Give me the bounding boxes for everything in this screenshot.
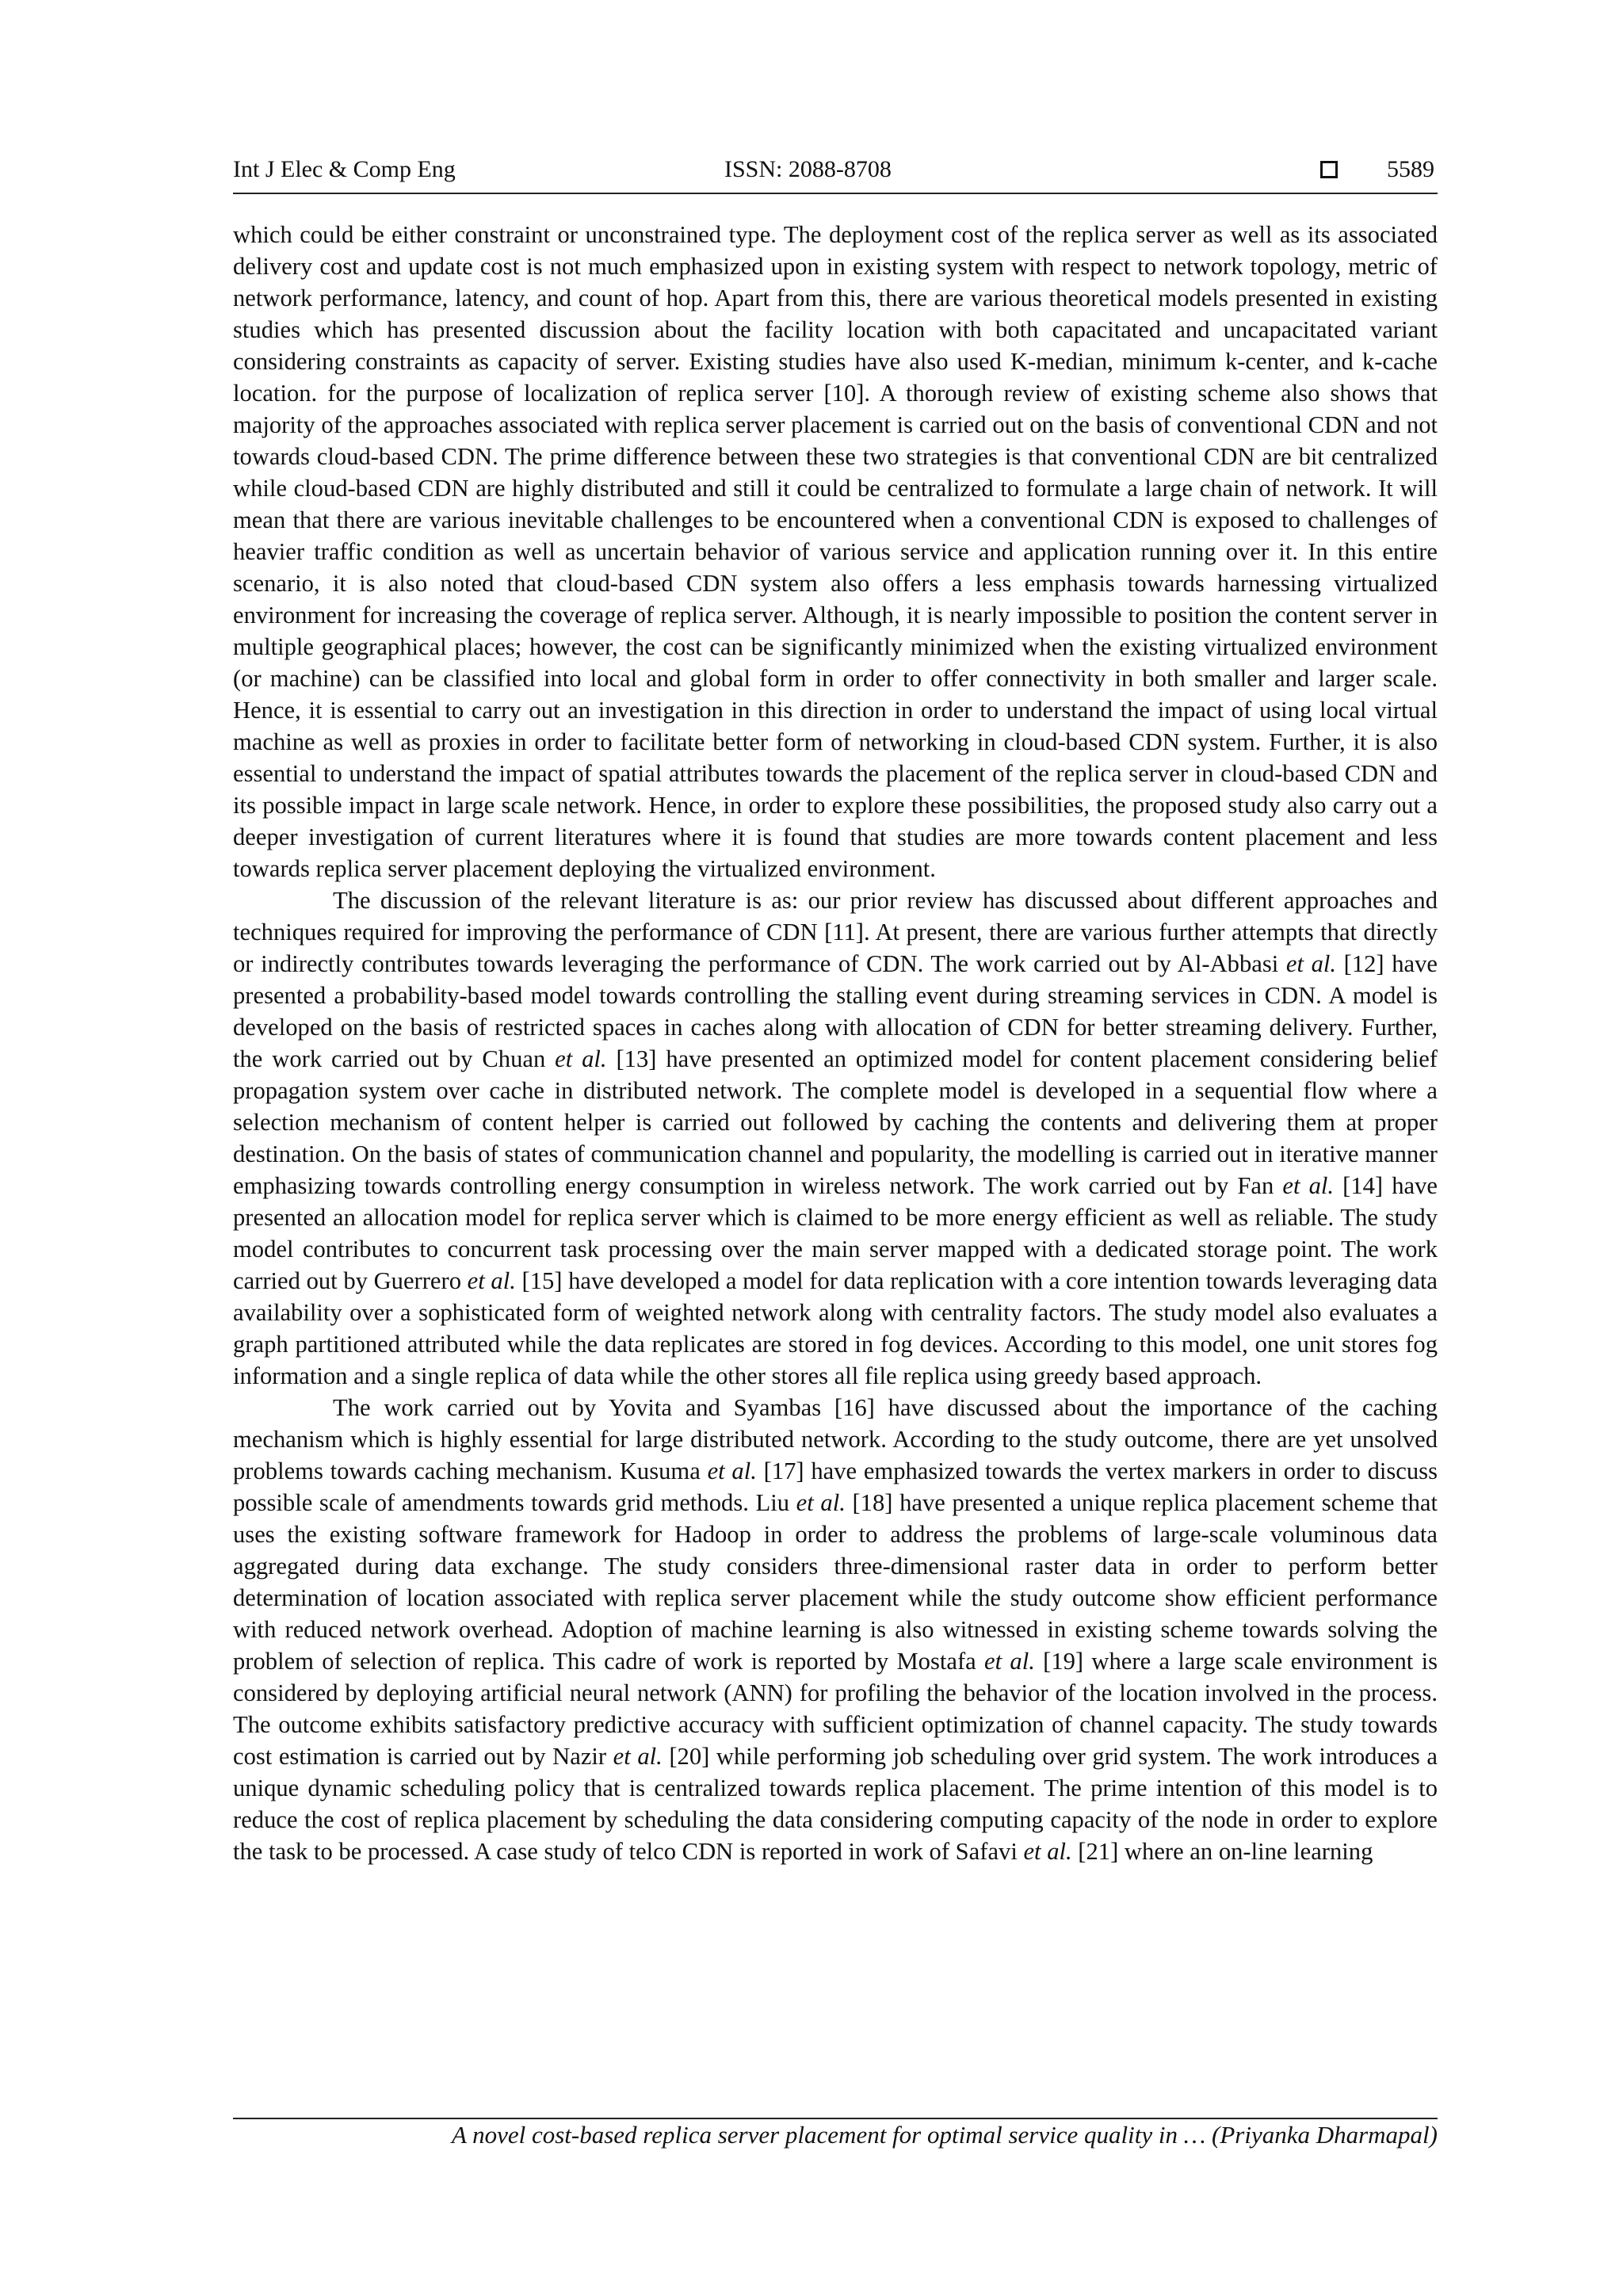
- journal-name: Int J Elec & Comp Eng: [233, 156, 456, 182]
- paragraph-text: The discussion of the relevant literature is as: our prior review has discussed about different approaches and techniques required for improving the performance of CDN [11]. At present, there are various further attempts that directly or indirectly contributes towards leveraging the performance of CDN. The work carried out by Al-Abbasi: [233, 887, 1438, 977]
- page-header: [233, 155, 1438, 194]
- issn: ISSN: 2088-8708: [724, 156, 892, 182]
- paragraph-text: which could be either constraint or unconstrained type. The deployment cost of the replica server as well as its associated delivery cost and update cost is not much emphasized upon in existing system with respect to network topology, metric of network performance, latency, and count of hop. Apart from this, there are various theoretical models presented in existing studies which has presented discussion about the facility location with both capacitated and uncapacitated variant considering constraints as capacity of server. Existing studies have also used K-median, minimum k-center, and k-cache location. for the purpose of localization of replica server [10]. A thorough review of existing scheme also shows that majority of the approaches associated with replica server placement is carried out on the basis of conventional CDN and not towards cloud-based CDN. The prime difference between these two strategies is that conventional CDN are bit centralized while cloud-based CDN are highly distributed and still it could be centralized to formulate a large chain of network. It will mean that there are various inevitable challenges to be encountered when a conventional CDN is exposed to challenges of heavier traffic condition as well as uncertain behavior of various service and application running over it. In this entire scenario, it is also noted that cloud-based CDN system also offers a less emphasis towards harnessing virtualized environment for increasing the coverage of replica server. Although, it is nearly impossible to position the content server in multiple geographical places; however, the cost can be significantly minimized when the existing virtualized environment (or machine) can be classified into local and global form in order to offer connectivity in both smaller and larger scale. Hence, it is essential to carry out an investigation in this direction in order to understand the impact of using local virtual machine as well as proxies in order to facilitate better form of networking in cloud-based CDN system. Further, it is also essential to understand the impact of spatial attributes towards the placement of the replica server in cloud-based CDN and its possible impact in large scale network. Hence, in order to explore these possibilities, the proposed study also carry out a deeper investigation of current literatures where it is found that studies are more towards content placement and less towards replica server placement deploying the virtualized environment.: [233, 221, 1438, 882]
- italic-text: et al.: [467, 1267, 516, 1294]
- paragraph-text: [12] have presented a probability-based model towards controlling the stalling event during streaming services in CDN. A model is developed on the basis of restricted spaces in caches along with allocation of CDN for better streaming delivery. Further, the work carried out by Chuan: [233, 950, 1438, 1072]
- paragraph-text: [20] while performing job scheduling over grid system. The work introduces a unique dynamic scheduling policy that is centralized towards replica placement. The prime intention of this model is to reduce the cost of replica placement by scheduling the data considering computing capacity of the node in order to explore the task to be processed. A case study of telco CDN is reported in work of Safavi: [233, 1743, 1438, 1865]
- body-text: [233, 219, 1438, 1867]
- paragraph-text: The work carried out by Yovita and Syambas [16] have discussed about the importance of the caching mechanism which is highly essential for large distributed network. According to the study outcome, there are yet unsolved problems towards caching mechanism. Kusuma: [233, 1394, 1438, 1484]
- paragraph-text: [19] where a large scale environment is considered by deploying artificial neural network (ANN) for profiling the behavior of the location involved in the process. The outcome exhibits satisfactory predictive accuracy with sufficient optimization of channel capacity. The study towards cost estimation is carried out by Nazir: [233, 1648, 1438, 1770]
- paragraph-text: [14] have presented an allocation model for replica server which is claimed to be more energy efficient as well as reliable. The study model contributes to concurrent task processing over the main server mapped with a dedicated storage point. The work carried out by Guerrero: [233, 1172, 1438, 1294]
- paragraph-text: [21] where an on-line learning: [1071, 1838, 1373, 1865]
- italic-text: et al.: [796, 1489, 846, 1516]
- paragraph: [233, 884, 1438, 1392]
- paragraph: [233, 1392, 1438, 1867]
- paragraph-text: [15] have developed a model for data replication with a core intention towards leveraging data availability over a sophisticated form of weighted network along with centrality factors. The study model also evaluates a graph partitioned attributed while the data replicates are stored in fog devices. According to this model, one unit stores fog information and a single replica of data while the other stores all file replica using greedy based approach.: [233, 1267, 1438, 1389]
- running-title: A novel cost-based replica server placement for optimal service quality in … (Priyanka Dharmapal): [451, 2121, 1438, 2149]
- italic-text: et al.: [555, 1045, 607, 1072]
- footer-divider: [233, 2118, 1438, 2119]
- paragraph-text: [17] have emphasized towards the vertex markers in order to discuss possible scale of amendments towards grid methods. Liu: [233, 1457, 1438, 1516]
- paragraph-text: [18] have presented a unique replica placement scheme that uses the existing software framework for Hadoop in order to address the problems of large-scale voluminous data aggregated during data exchange. The study considers three-dimensional raster data in order to perform better determination of location associated with replica server placement while the study outcome show efficient performance with reduced network overhead. Adoption of machine learning is also witnessed in existing scheme towards solving the problem of selection of replica. This cadre of work is reported by Mostafa: [233, 1489, 1438, 1675]
- paragraph-text: [13] have presented an optimized model for content placement considering belief propagation system over cache in distributed network. The complete model is developed in a sequential flow where a selection mechanism of content helper is carried out followed by caching the contents and delivering them at proper destination. On the basis of states of communication channel and popularity, the modelling is carried out in iterative manner emphasizing towards controlling energy consumption in wireless network. The work carried out by Fan: [233, 1045, 1438, 1199]
- italic-text: et al.: [1023, 1838, 1072, 1865]
- italic-text: et al.: [1285, 950, 1337, 977]
- page-number: 5589: [1387, 156, 1434, 182]
- italic-text: et al.: [984, 1648, 1035, 1675]
- square-icon: [1320, 161, 1338, 178]
- italic-text: et al.: [707, 1457, 757, 1484]
- italic-text: et al.: [613, 1743, 663, 1770]
- italic-text: et al.: [1282, 1172, 1335, 1199]
- paragraph: [233, 219, 1438, 884]
